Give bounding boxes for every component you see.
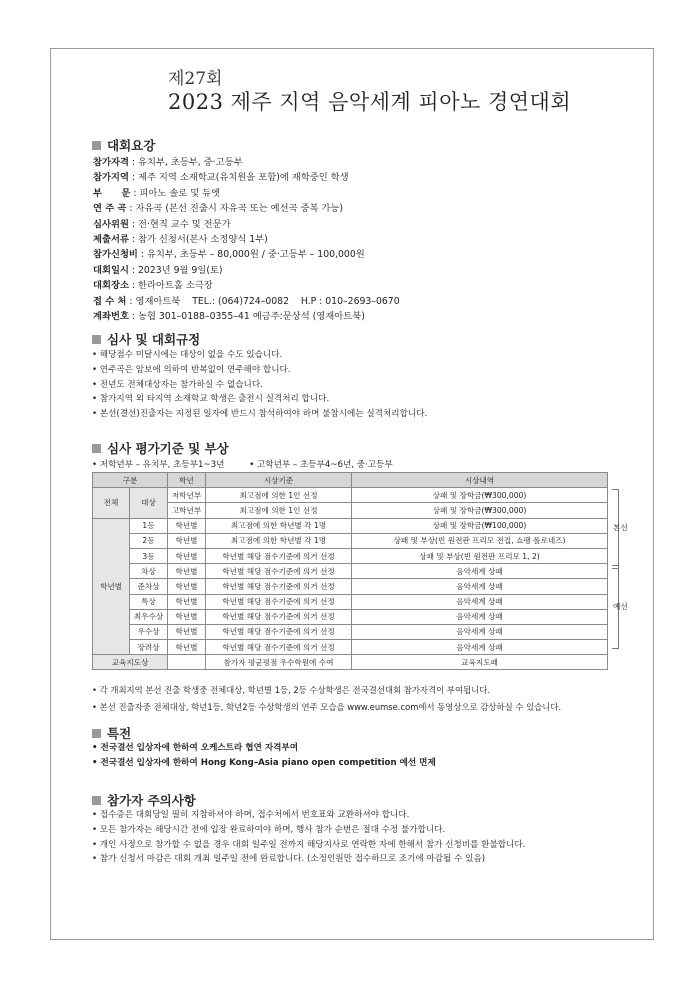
- prize-cell: 음악세계 상패: [352, 579, 608, 594]
- benefits-list: [92, 741, 436, 771]
- prize-cell: 상패 및 장학금(₩300,000): [352, 503, 608, 518]
- square-bullet-icon: [92, 796, 101, 805]
- overview-info: [93, 155, 400, 324]
- grade-cell: 학년별: [168, 533, 206, 548]
- criteria-cell: 참가자 평균평점 우수학원에 수여: [206, 655, 352, 670]
- prize-cell: 음악세계 상패: [352, 609, 608, 624]
- list-item: • 모든 참가자는 해당시간 전에 입장 완료하여야 하며, 행사 참가 순번은 절대 수정 불가합니다.: [92, 824, 446, 835]
- prize-cell: 음악세계 상패: [352, 640, 608, 655]
- table-row: [93, 655, 608, 670]
- list-item: • 참가 신청서 마감은 대회 개최 일주일 전에 완료합니다. (소정인원만 접수하므로 조기에 마감될 수 있음): [92, 854, 486, 865]
- table-row: [93, 518, 608, 533]
- criteria-cell: 최고점에 의한 1인 선정: [206, 488, 352, 503]
- grade-cell: 학년별: [168, 594, 206, 609]
- table-row: [93, 594, 608, 609]
- info-row: 제출서류 : 참가 신청서(본사 소정양식 1부): [93, 234, 268, 246]
- list-item: • 연주곡은 암보에 의하여 반복없이 연주해야 합니다.: [92, 364, 291, 375]
- award-cell: 우수상: [130, 624, 168, 639]
- info-row: 대회일시 : 2023년 9월 9일(토): [93, 264, 223, 276]
- prize-cell: 상패 및 부상(빈 원전판 프리모 전집, 쇼팽 폴로네즈): [352, 533, 608, 548]
- edu-award-cell: 교육지도상: [93, 655, 168, 670]
- square-bullet-icon: [92, 729, 101, 738]
- grade-cell: 저학년부: [168, 488, 206, 503]
- list-item: • 본선(결선)진출자는 지정된 일자에 반드시 참석하여야 하며 불참시에는 실격처리합니다.: [92, 409, 428, 420]
- award-cell: 3등: [130, 548, 168, 563]
- award-cell: 장려상: [130, 640, 168, 655]
- prize-cell: 음악세계 상패: [352, 594, 608, 609]
- section-heading-criteria: 심사 평가기준 및 부상: [92, 439, 229, 457]
- table-row: [93, 503, 608, 518]
- header-grade: 학년: [168, 473, 206, 488]
- award-table: [92, 472, 608, 670]
- info-row: 참가자격 : 유치부, 초등부, 중·고등부: [93, 157, 243, 168]
- criteria-cell: 학년별 해당 점수기준에 의거 선정: [206, 624, 352, 639]
- header-category: 구분: [93, 473, 168, 488]
- table-row: [93, 533, 608, 548]
- criteria-cell: 학년별 해당 점수기준에 의거 선정: [206, 564, 352, 579]
- square-bullet-icon: [92, 335, 101, 344]
- prize-cell: 상패 및 장학금(₩100,000): [352, 518, 608, 533]
- award-cell: 1등: [130, 518, 168, 533]
- square-bullet-icon: [92, 141, 101, 150]
- criteria-cell: 학년별 해당 점수기준에 의거 선정: [206, 548, 352, 563]
- table-row: [93, 609, 608, 624]
- info-row: 계좌번호 : 농협 301–0188–0355–41 예금주:문상석 (영재아트북): [93, 311, 365, 323]
- table-row: [93, 579, 608, 594]
- list-item: • 해당점수 미달시에는 대상이 없을 수도 있습니다.: [92, 350, 283, 360]
- group-grade-cell: 학년별: [93, 518, 130, 655]
- criteria-low-grade: • 저학년부 – 유치부, 초등부1~3년: [92, 460, 225, 470]
- info-row: 참가신청비 : 유치부, 초등부 – 80,000원 / 중·고등부 – 100,000원: [93, 249, 365, 261]
- group-total-cell: 전체: [93, 488, 130, 518]
- prize-cell: 교육지도패: [352, 655, 608, 670]
- section-heading-notice: 참가자 주의사항: [92, 791, 196, 809]
- list-item: • 각 개최지역 본선 진출 학생중 전체대상, 학년별 1등, 2등 수상학생은 전국결선대회 참가자격이 부여됩니다.: [92, 685, 490, 695]
- grade-cell: 학년별: [168, 518, 206, 533]
- award-cell: 차상: [130, 564, 168, 579]
- table-header-row: [93, 473, 608, 488]
- bracket-main-label: 본선: [613, 523, 628, 532]
- award-cell: 준차상: [130, 579, 168, 594]
- prize-cell: 음악세계 상패: [352, 564, 608, 579]
- award-cell: 2등: [130, 533, 168, 548]
- list-item: • 참가지역 외 타지역 소재학교 학생은 출전시 실격처리 합니다.: [92, 394, 330, 405]
- list-item: • 개인 사정으로 참가할 수 없을 경우 대회 일주일 전까지 해당지사로 연락한 자에 한해서 참가 신청비를 환불합니다.: [92, 839, 526, 850]
- info-row: 연 주 곡 : 자유곡 (본선 진출시 자유곡 또는 예선곡 중복 가능): [93, 203, 344, 215]
- info-row: 접 수 처 : 영재아트북 TEL.: (064)724–0082 H.P : 010–2693–0670: [93, 295, 400, 307]
- grade-cell: 학년별: [168, 640, 206, 655]
- grade-cell: 고학년부: [168, 503, 206, 518]
- list-item: • 전년도 전체대상자는 참가하실 수 없습니다.: [92, 379, 263, 390]
- page-title: 2023 제주 지역 음악세계 피아노 경연대회: [168, 90, 572, 114]
- square-bullet-icon: [92, 444, 101, 453]
- prize-cell: 상패 및 장학금(₩300,000): [352, 488, 608, 503]
- info-row: 부 문 : 피아노 솔로 및 듀엣: [93, 187, 221, 199]
- grade-cell: 학년별: [168, 609, 206, 624]
- daesang-cell: 대상: [130, 488, 168, 518]
- section-heading-rules: 심사 및 대회규정: [92, 330, 200, 348]
- grade-cell: 학년별: [168, 548, 206, 563]
- grade-cell: 학년별: [168, 579, 206, 594]
- table-row: [93, 548, 608, 563]
- edition-label: 제27회: [168, 69, 223, 89]
- header-criteria: 시상기준: [206, 473, 352, 488]
- list-item: • 전국결선 입상자에 한하여 오케스트라 협연 자격부여: [92, 743, 299, 753]
- criteria-high-grade: • 고학년부 – 초등부4~6년, 중·고등부: [249, 460, 393, 470]
- criteria-cell: 학년별 해당 점수기준에 의거 선정: [206, 579, 352, 594]
- section-heading-overview: 대회요강: [92, 136, 155, 154]
- table-row: [93, 640, 608, 655]
- info-row: 심사위원 : 전·현직 교수 및 전문가: [93, 218, 231, 230]
- table-row: [93, 624, 608, 639]
- info-row: 대회장소 : 한라아트홀 소극장: [93, 280, 213, 292]
- list-item: • 전국결선 입상자에 한하여 Hong Kong–Asia piano open competition 예선 면제: [92, 757, 436, 768]
- award-cell: 최우수상: [130, 609, 168, 624]
- section-heading-benefits: 특전: [92, 724, 131, 742]
- criteria-cell: 최고점에 의한 1인 선정: [206, 503, 352, 518]
- grade-cell: 학년별: [168, 624, 206, 639]
- criteria-notes: [92, 682, 561, 715]
- criteria-cell: 최고점에 의한 학년별 각 1명: [206, 533, 352, 548]
- criteria-cell: 최고점에 의한 학년별 각 1명: [206, 518, 352, 533]
- table-row: [93, 564, 608, 579]
- info-row: 참가지역 : 제주 지역 소재학교(유치원을 포함)에 재학중인 학생: [93, 172, 349, 184]
- list-item: • 본선 진출자중 전체대상, 학년1등, 학년2등 수상학생의 연주 모습을 www.eumse.com에서 동영상으로 감상하실 수 있습니다.: [92, 701, 562, 712]
- criteria-intro: [92, 458, 415, 470]
- prize-cell: 음악세계 상패: [352, 624, 608, 639]
- rules-list: [92, 348, 427, 422]
- bracket-preliminary-label: 예선: [613, 602, 628, 611]
- header-prize: 시상내역: [352, 473, 608, 488]
- criteria-cell: 학년별 해당 점수기준에 의거 선정: [206, 594, 352, 609]
- prize-cell: 상패 및 부상(빈 원전판 프리모 1, 2): [352, 548, 608, 563]
- award-cell: 특상: [130, 594, 168, 609]
- grade-cell: 학년별: [168, 564, 206, 579]
- table-row: [93, 488, 608, 503]
- criteria-cell: 학년별 해당 점수기준에 의거 선정: [206, 640, 352, 655]
- notice-list: [92, 808, 525, 867]
- list-item: • 접수증은 대회당일 필히 지참하셔야 하며, 접수처에서 번호표와 교환하셔야 합니다.: [92, 810, 410, 820]
- criteria-cell: 학년별 해당 점수기준에 의거 선정: [206, 609, 352, 624]
- grade-cell: [168, 655, 206, 670]
